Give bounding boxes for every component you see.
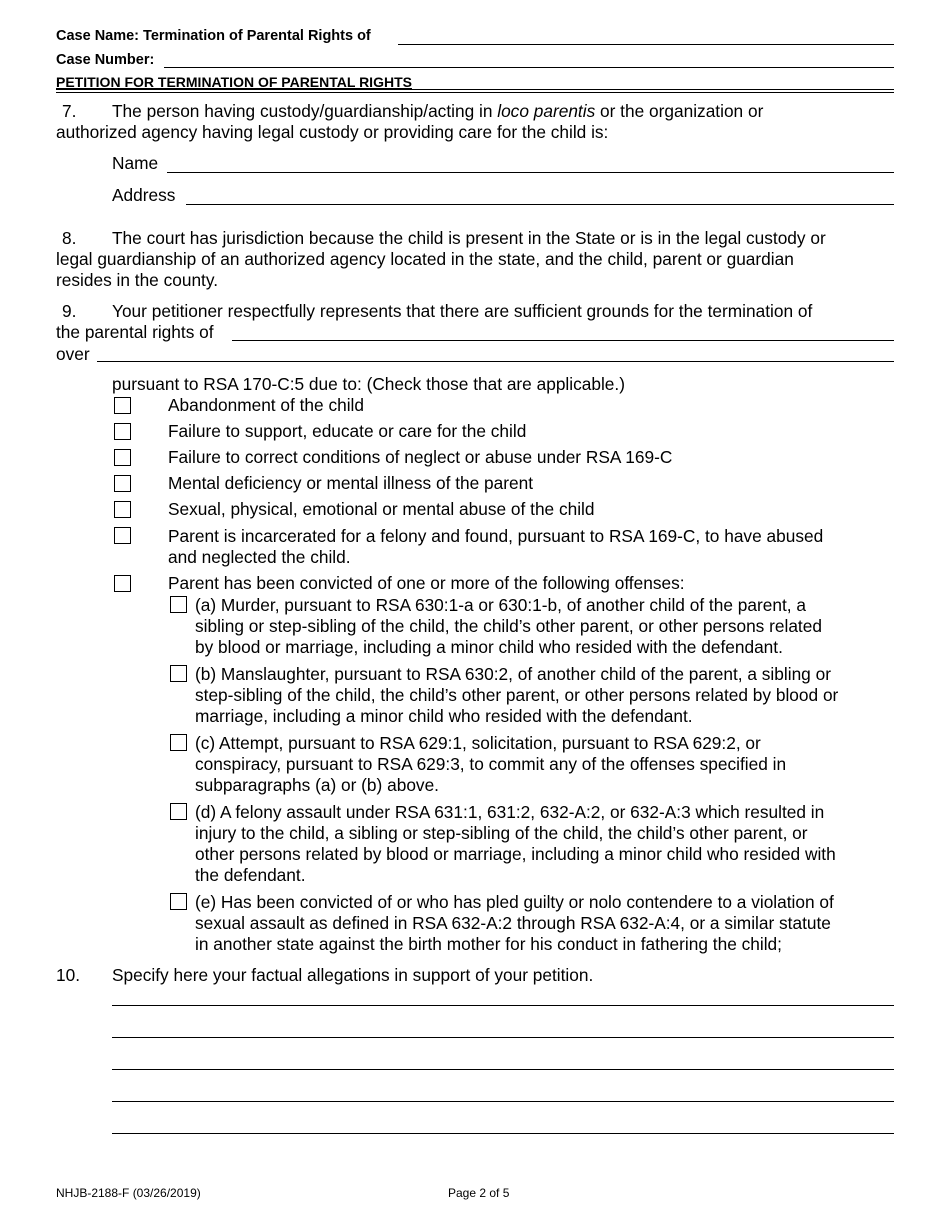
parent-name-field[interactable] [232, 340, 894, 341]
ground-label: Sexual, physical, emotional or mental abuse of the child [168, 499, 595, 519]
offense-d-line: the defendant. [195, 865, 306, 885]
item8-line2: legal guardianship of an authorized agency located in the state, and the child, parent or guardian [56, 249, 794, 269]
item10-text: Specify here your factual allegations in support of your petition. [112, 965, 594, 985]
item9-line2: the parental rights of [56, 322, 214, 342]
name-label: Name [112, 153, 159, 173]
offense-checkbox-d[interactable] [170, 803, 187, 820]
item10-number: 10. [56, 965, 81, 985]
case-name-label: Case Name: Termination of Parental Rights of [56, 28, 371, 44]
offense-c-line: subparagraphs (a) or (b) above. [195, 775, 439, 795]
item8-number: 8. [62, 228, 77, 248]
case-name-field[interactable] [398, 44, 894, 45]
ground-checkbox-neglect[interactable] [114, 449, 131, 466]
offense-checkbox-c[interactable] [170, 734, 187, 751]
ground-checkbox-convicted[interactable] [114, 575, 131, 592]
item7-line2: authorized agency having legal custody or providing care for the child is: [56, 122, 609, 142]
ground-checkbox-failure-support[interactable] [114, 423, 131, 440]
allegation-line-4[interactable] [112, 1101, 894, 1102]
form-title: PETITION FOR TERMINATION OF PARENTAL RIGHTS [56, 74, 412, 90]
ground-label: Mental deficiency or mental illness of the parent [168, 473, 534, 493]
ground-label-convicted: Parent has been convicted of one or more of the following offenses: [168, 573, 685, 593]
ground-label-incarcerated-2: and neglected the child. [168, 547, 351, 567]
page-number: Page 2 of 5 [448, 1186, 510, 1200]
offense-a-line: (a) Murder, pursuant to RSA 630:1-a or 630:1-b, of another child of the parent, a [195, 595, 806, 615]
offense-a-line: sibling or step-sibling of the child, the child’s other parent, or other persons related [195, 616, 822, 636]
item7-line1: The person having custody/guardianship/acting in loco parentis or the organization or [112, 101, 764, 121]
allegation-line-1[interactable] [112, 1005, 894, 1006]
ground-label: Abandonment of the child [168, 395, 364, 415]
custodian-name-field[interactable] [167, 172, 894, 173]
offense-b-line: (b) Manslaughter, pursuant to RSA 630:2, of another child of the parent, a sibling or [195, 664, 831, 684]
pursuant-text: pursuant to RSA 170-C:5 due to: (Check those that are applicable.) [112, 374, 625, 394]
offense-d-line: injury to the child, a sibling or step-sibling of the child, the child’s other parent, or [195, 823, 808, 843]
offense-c-line: (c) Attempt, pursuant to RSA 629:1, solicitation, pursuant to RSA 629:2, or [195, 733, 761, 753]
case-number-label: Case Number: [56, 52, 155, 68]
offense-d-line: other persons related by blood or marriage, including a minor child who resided with [195, 844, 836, 864]
ground-checkbox-mental[interactable] [114, 475, 131, 492]
child-name-field[interactable] [97, 361, 894, 362]
form-id: NHJB-2188-F (03/26/2019) [56, 1186, 201, 1200]
offense-checkbox-b[interactable] [170, 665, 187, 682]
item8-line1: The court has jurisdiction because the child is present in the State or is in the legal custody or [112, 228, 826, 248]
over-label: over [56, 344, 90, 364]
offense-a-line: by blood or marriage, including a minor child who resided with the defendant. [195, 637, 783, 657]
ground-label: Failure to correct conditions of neglect or abuse under RSA 169-C [168, 447, 673, 467]
item7-number: 7. [62, 101, 77, 121]
ground-checkbox-abuse[interactable] [114, 501, 131, 518]
custodian-address-field[interactable] [186, 204, 894, 205]
allegation-line-5[interactable] [112, 1133, 894, 1134]
offense-e-line: in another state against the birth mother for his conduct in fathering the child; [195, 934, 782, 954]
item9-number: 9. [62, 301, 77, 321]
item9-line1: Your petitioner respectfully represents that there are sufficient grounds for the termination of [112, 301, 813, 321]
ground-label: Failure to support, educate or care for the child [168, 421, 527, 441]
offense-e-line: (e) Has been convicted of or who has pled guilty or nolo contendere to a violation of [195, 892, 834, 912]
offense-checkbox-e[interactable] [170, 893, 187, 910]
offense-e-line: sexual assault as defined in RSA 632-A:2 through RSA 632-A:4, or a similar statute [195, 913, 831, 933]
ground-label-incarcerated-1: Parent is incarcerated for a felony and found, pursuant to RSA 169-C, to have abused [168, 526, 824, 546]
header-divider-2 [56, 92, 894, 93]
address-label: Address [112, 185, 176, 205]
allegation-line-2[interactable] [112, 1037, 894, 1038]
offense-checkbox-a[interactable] [170, 596, 187, 613]
offense-d-line: (d) A felony assault under RSA 631:1, 631:2, 632-A:2, or 632-A:3 which resulted in [195, 802, 825, 822]
offense-b-line: step-sibling of the child, the child’s other parent, or other persons related by blood or [195, 685, 839, 705]
header-divider-1 [56, 89, 894, 90]
ground-checkbox-abandonment[interactable] [114, 397, 131, 414]
allegation-line-3[interactable] [112, 1069, 894, 1070]
ground-checkbox-incarcerated[interactable] [114, 527, 131, 544]
item8-line3: resides in the county. [56, 270, 219, 290]
offense-c-line: conspiracy, pursuant to RSA 629:3, to commit any of the offenses specified in [195, 754, 787, 774]
offense-b-line: marriage, including a minor child who resided with the defendant. [195, 706, 693, 726]
case-number-field[interactable] [164, 67, 894, 68]
